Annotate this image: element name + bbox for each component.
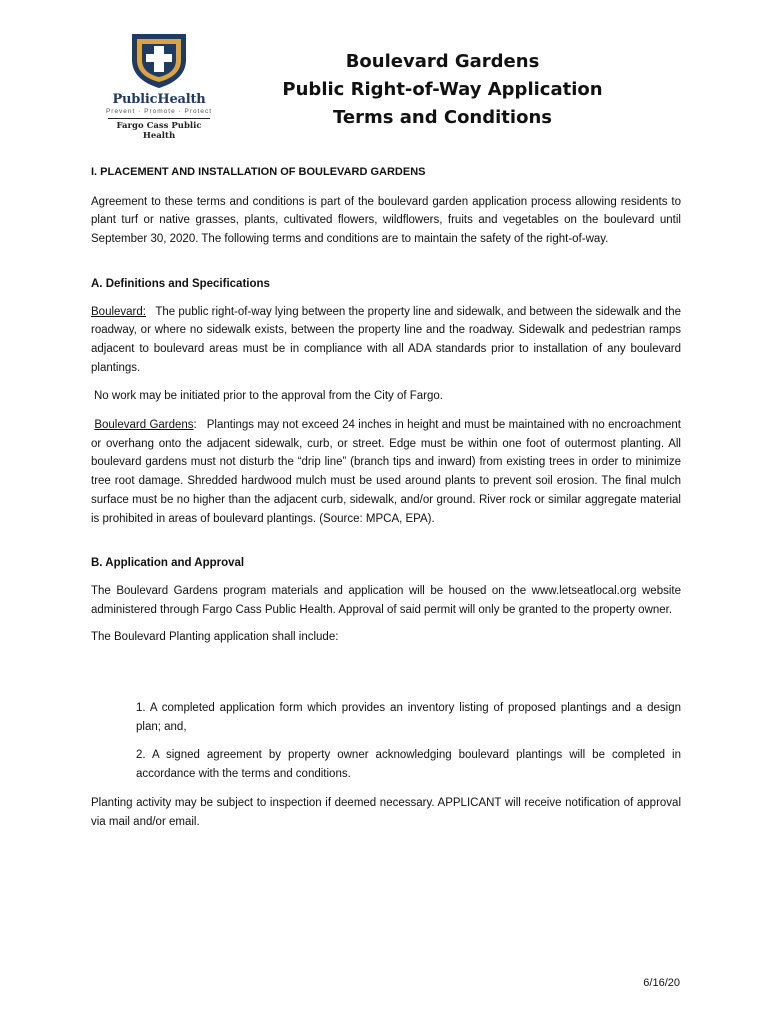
document-title (250, 48, 635, 132)
list-item: 1. A completed application form which provides an inventory listing of proposed plantings and a design plan; and, (136, 702, 681, 733)
public-health-logo (104, 30, 214, 141)
logo-org: Fargo Cass Public Health (116, 121, 202, 141)
section-b-heading: B. Application and Approval (91, 557, 245, 570)
no-work-statement: No work may be initiated prior to the approval from the City of Fargo. (94, 390, 443, 403)
section-1-intro: Agreement to these terms and conditions is part of the boulevard garden application process allowing residents to plant turf or native grasses, plants, cultivated flowers, wildflowers, fruits and vegetables on the boulevard until September 30, 2020. The following terms and conditions are to maintain the safety of the right-of-way. (91, 195, 681, 246)
document-body (91, 163, 681, 831)
title-line-2: Public Right-of-Way Application (282, 79, 603, 100)
section-a-heading: A. Definitions and Specifications (91, 277, 270, 290)
section-1-heading: I. PLACEMENT AND INSTALLATION OF BOULEVARD GARDENS (91, 166, 426, 178)
section-b-paragraph-2: The Boulevard Planting application shall include: (91, 631, 339, 644)
title-line-1: Boulevard Gardens (345, 51, 540, 72)
logo-tagline: Prevent · Promote · Protect (105, 108, 213, 115)
section-b-paragraph-1: The Boulevard Gardens program materials and application will be housed on the www.letseatlocal.org website administered through Fargo Cass Public Health. Approval of said permit will only be granted to the property owner. (91, 584, 681, 616)
section-b-paragraph-3: Planting activity may be subject to inspection if deemed necessary. APPLICANT will receive notification of approval via mail and/or email. (91, 796, 681, 828)
footer-date: 6/16/20 (643, 977, 680, 989)
logo-divider (108, 118, 210, 119)
shield-icon (128, 30, 190, 90)
boulevard-text: The public right-of-way lying between the property line and sidewalk, and between the sidewalk and the roadway, or where no sidewalk exists, between the property line and the roadway. Sidewalk and pedestrian ramps adjacent to boulevard areas must be in compliance with all ADA standards prior to installation of any boulevard plantings. (91, 305, 681, 374)
list-item: 2. A signed agreement by property owner acknowledging boulevard plantings will be completed in accordance with the terms and conditions. (136, 749, 681, 781)
boulevard-definition (91, 303, 681, 378)
logo-name: PublicHealth (112, 92, 206, 107)
title-line-3: Terms and Conditions (333, 107, 552, 128)
boulevard-term: Boulevard: (91, 305, 146, 318)
gardens-definition: Boulevard Gardens: Plantings may not exceed 24 inches in height and must be maintained with no encroachment or overhang onto the adjacent sidewalk, curb, or street. Edge must be within one foot of outermost planting. All boulevard gardens must not disturb the “drip line” (branch tips and inward) from existing trees in order to minimize tree root damage. Shredded hardwood mulch must be used around plants to prevent soil erosion. The final mulch surface must be no higher than the adjacent curb, sidewalk, and/or ground. River rock or similar aggregate material is prohibited in areas of boulevard plantings. (Source: MPCA, EPA). (91, 419, 681, 525)
gardens-text: Plantings may not exceed 24 inches in height and must be maintained with no encroachment or overhang onto the adjacent sidewalk, curb, or street. Edge must be within one foot of outermost planting. All boulevard gardens must not disturb the “drip line” (branch tips and inward) from existing trees in order to minimize tree root damage. Shredded hardwood mulch must be used around plants to prevent soil erosion. The final mulch surface must be no higher than the adjacent curb, sidewalk, and/or ground. River rock or similar aggregate material is prohibited in areas of boulevard plantings. (Source: MPCA, EPA). (91, 419, 681, 525)
gardens-term: Boulevard Gardens (94, 419, 194, 432)
